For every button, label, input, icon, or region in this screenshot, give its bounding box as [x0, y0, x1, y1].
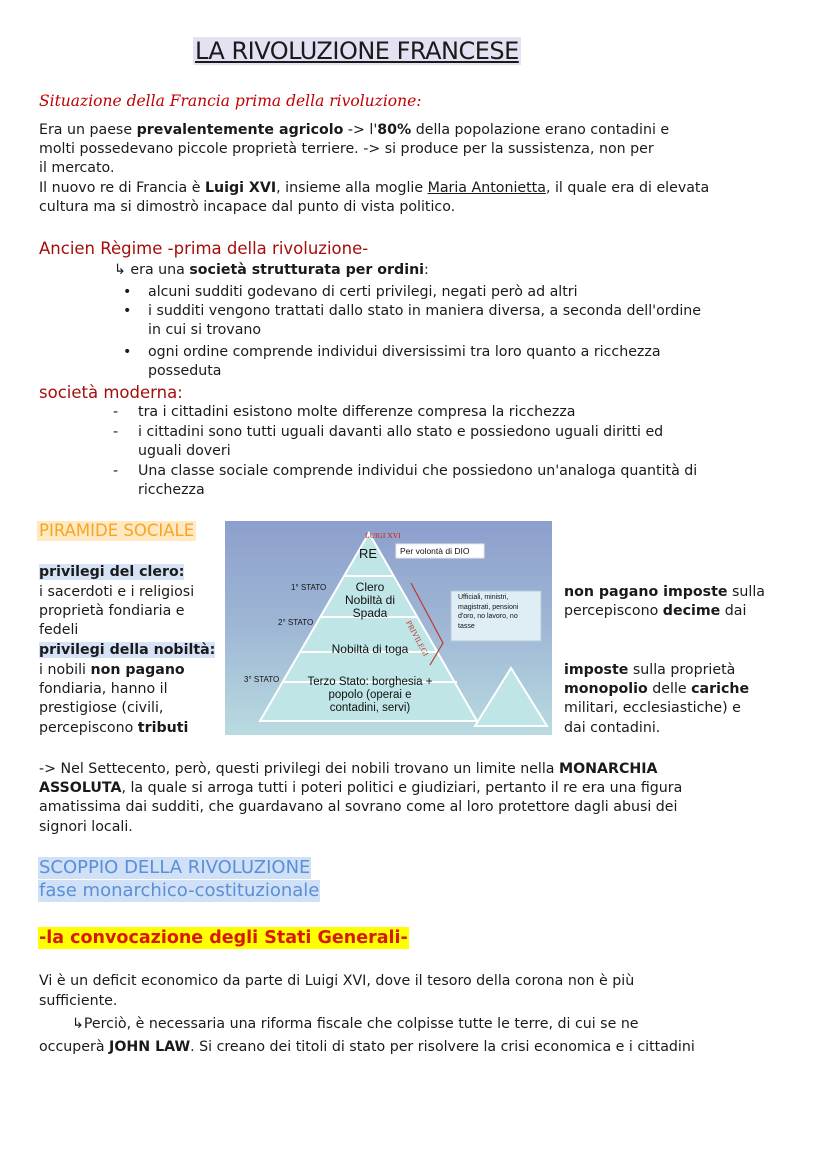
ufficiali-text: Ufficiali, ministri, magistrati, pensioni d'oro, no lavoro, no tasse: [458, 594, 519, 630]
list-item: • i sudditi vengono trattati dallo stato in maniera diversa, a seconda dell'ordine: [148, 302, 701, 322]
clero-line: proprietà fondiaria e: [39, 603, 185, 619]
list-item-cont: uguali doveri: [138, 443, 231, 459]
situazione-line: Era un paese prevalentemente agricolo -> l'80% della popolazione erano contadini e: [39, 122, 670, 138]
nobilta-line: prestigiose (civili,: [39, 700, 164, 716]
settecento-line: signori locali.: [39, 819, 133, 835]
pyramid-diagram: [225, 521, 552, 735]
list-item: - tra i cittadini esistono molte differenze compresa la ricchezza: [138, 403, 575, 423]
ancien-intro: ↳ era una società strutturata per ordini:: [114, 262, 429, 278]
clero-box: Clero Nobiltà di Spada: [344, 580, 396, 620]
page-title: LA RIVOLUZIONE FRANCESE: [195, 37, 519, 65]
right-line: percepiscono decime dai: [564, 603, 747, 619]
list-item-cont: in cui si trovano: [148, 322, 262, 338]
scoppio-heading: SCOPPIO DELLA RIVOLUZIONE: [39, 857, 311, 878]
stato1-label: 1° STATO: [291, 583, 327, 592]
convocazione-line: ↳Perciò, è necessaria una riforma fiscale che colpisse tutte le terre, di cui se ne: [72, 1016, 639, 1032]
nobilta-line: fondiaria, hanno il: [39, 681, 168, 697]
clero-heading: privilegi del clero:: [39, 564, 185, 580]
nobilta-line: percepiscono tributi: [39, 720, 189, 736]
re-label: RE: [359, 546, 378, 561]
piramide-heading: PIRAMIDE SOCIALE: [39, 521, 195, 540]
nobilta-heading: privilegi della nobiltà:: [39, 642, 216, 658]
convocazione-line: Vi è un deficit economico da parte di Luigi XVI, dove il tesoro della corona non è più: [39, 973, 635, 989]
settecento-line: -> Nel Settecento, però, questi privilegi dei nobili trovano un limite nella MONARCHIA: [39, 761, 658, 777]
privilegi-label: PRIVILEGI: [404, 619, 431, 658]
situazione-heading: Situazione della Francia prima della rivoluzione:: [39, 92, 422, 110]
luigi-label: LUIGI XVI: [365, 531, 401, 540]
settecento-line: ASSOLUTA, la quale si arroga tutti i poteri politici e giudiziari, pertanto il re era una figura: [39, 780, 683, 796]
stato3-label: 3° STATO: [244, 675, 280, 684]
right-line: imposte sulla proprietà: [564, 662, 736, 678]
situazione-line: cultura ma si dimostrò incapace dal punto di vista politico.: [39, 199, 456, 215]
terzo-stato-box: Terzo Stato: borghesia + popolo (operai e contadini, servi): [307, 676, 433, 714]
ancien-heading: Ancien Règime -prima della rivoluzione-: [39, 239, 369, 258]
right-line: non pagano imposte sulla: [564, 584, 766, 600]
moderna-heading: società moderna:: [39, 383, 183, 402]
list-item: - i cittadini sono tutti uguali davanti allo stato e possiedono uguali diritti ed: [138, 423, 663, 443]
toga-label: Nobiltà di toga: [331, 642, 409, 656]
right-line: monopolio delle cariche: [564, 681, 750, 697]
nobilta-line: i nobili non pagano: [39, 662, 185, 678]
situazione-line: il mercato.: [39, 160, 115, 176]
volonta-label: Per volontà di DIO: [400, 546, 470, 556]
situazione-line: molti possedevano piccole proprietà terriere. -> si produce per la sussistenza, non per: [39, 141, 654, 157]
clero-line: i sacerdoti e i religiosi: [39, 584, 195, 600]
right-line: dai contadini.: [564, 720, 661, 736]
right-line: militari, ecclesiastiche) e: [564, 700, 741, 716]
list-item-cont: posseduta: [148, 363, 222, 379]
list-item: - Una classe sociale comprende individui che possiedono un'analoga quantità di: [138, 462, 697, 482]
list-item-cont: ricchezza: [138, 482, 205, 498]
situazione-line: Il nuovo re di Francia è Luigi XVI, insieme alla moglie Maria Antonietta, il quale era di elevata: [39, 180, 710, 196]
list-item: • alcuni sudditi godevano di certi privilegi, negati però ad altri: [148, 283, 578, 303]
settecento-line: amatissima dai sudditi, che guardavano al sovrano come al loro protettore dagli abusi dei: [39, 799, 678, 815]
convocazione-line: occuperà JOHN LAW. Si creano dei titoli di stato per risolvere la crisi economica e i cittadini: [39, 1039, 695, 1055]
clero-line: fedeli: [39, 622, 79, 638]
list-item: • ogni ordine comprende individui diversissimi tra loro quanto a ricchezza: [148, 343, 661, 363]
stato2-label: 2° STATO: [278, 618, 314, 627]
convocazione-line: sufficiente.: [39, 993, 118, 1009]
scoppio-subheading: fase monarchico-costituzionale: [39, 880, 320, 901]
convocazione-heading: -la convocazione degli Stati Generali-: [39, 928, 408, 948]
